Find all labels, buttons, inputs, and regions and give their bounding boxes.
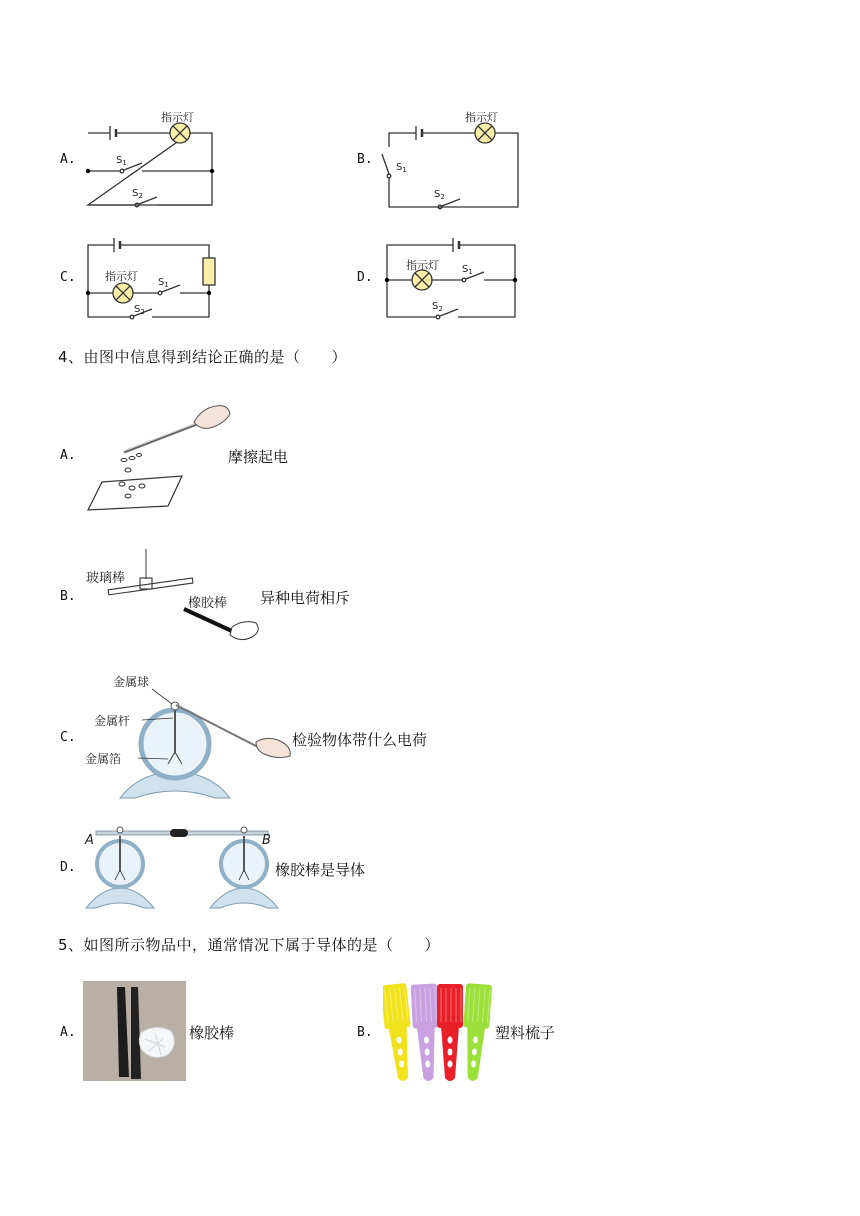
green-comb — [459, 983, 492, 1082]
q3-option-c-letter: C. — [60, 270, 76, 285]
q5-option-a-letter: A. — [60, 1025, 76, 1040]
q5-option-b-text: 塑料梳子 — [495, 1024, 556, 1042]
two-electroscopes-figure — [82, 822, 282, 912]
q3-option-d-letter: D. — [357, 270, 373, 285]
q4-option-c-letter: C. — [60, 730, 76, 745]
svg-text:S1: $S_1$ — [116, 155, 127, 167]
q3-option-a-letter: A. — [60, 152, 76, 167]
lamp-label: 指示灯 — [406, 259, 439, 272]
glass-rod-label: 玻璃棒 — [86, 571, 126, 586]
circuit-diagram-d — [380, 232, 525, 324]
question-5-stem: 5、如图所示物品中，通常情况下属于导体的是（ ） — [58, 936, 441, 954]
circuit-diagram-a — [80, 100, 220, 212]
yellow-comb — [383, 983, 416, 1082]
rods-repulsion-figure — [84, 545, 264, 650]
q4-option-a-text: 摩擦起电 — [228, 448, 289, 466]
circuit-diagram-b — [380, 100, 525, 212]
electroscope-figure — [80, 672, 295, 802]
question-4-stem: 4、由图中信息得到结论正确的是（ ） — [58, 348, 348, 366]
q4-option-b-text: 异种电荷相斥 — [260, 589, 351, 607]
q4-option-d-text: 橡胶棒是导体 — [275, 861, 366, 879]
lamp-label: 指示灯 — [105, 270, 138, 283]
q5-option-a-text: 橡胶棒 — [189, 1024, 235, 1042]
metal-ball-label: 金属球 — [113, 675, 150, 689]
circuit-diagram-c — [80, 232, 220, 324]
q4-option-b-letter: B. — [60, 589, 76, 604]
q5-option-b-letter: B. — [357, 1025, 373, 1040]
q4-option-a-letter: A. — [60, 448, 76, 463]
svg-text:S1: $S_1$ — [158, 277, 169, 289]
lamp-label: 指示灯 — [465, 111, 498, 124]
label-a: A — [85, 833, 94, 848]
q4-option-d-letter: D. — [60, 860, 76, 875]
metal-rod-label: 金属杆 — [94, 714, 131, 728]
red-comb — [437, 984, 463, 1081]
svg-text:S1: $S_1$ — [396, 162, 407, 174]
metal-foil-label: 金属箔 — [85, 752, 122, 766]
q4-option-c-text: 检验物体带什么电荷 — [292, 731, 428, 749]
svg-text:S2: $S_2$ — [432, 301, 443, 313]
label-b: B — [262, 833, 271, 848]
q3-option-b-letter: B. — [357, 152, 373, 167]
rubber-rod-photo — [83, 981, 186, 1081]
rubbing-rod-paper-figure — [84, 400, 234, 515]
svg-text:S2: $S_2$ — [434, 189, 445, 201]
plastic-combs-photo — [383, 980, 493, 1086]
lamp-label: 指示灯 — [161, 111, 194, 124]
svg-text:S2: $S_2$ — [132, 188, 143, 200]
svg-text:S2: $S_2$ — [134, 304, 145, 316]
purple-comb — [411, 983, 442, 1081]
svg-text:S1: $S_1$ — [462, 264, 473, 276]
rubber-rod-label: 橡胶棒 — [188, 596, 228, 611]
